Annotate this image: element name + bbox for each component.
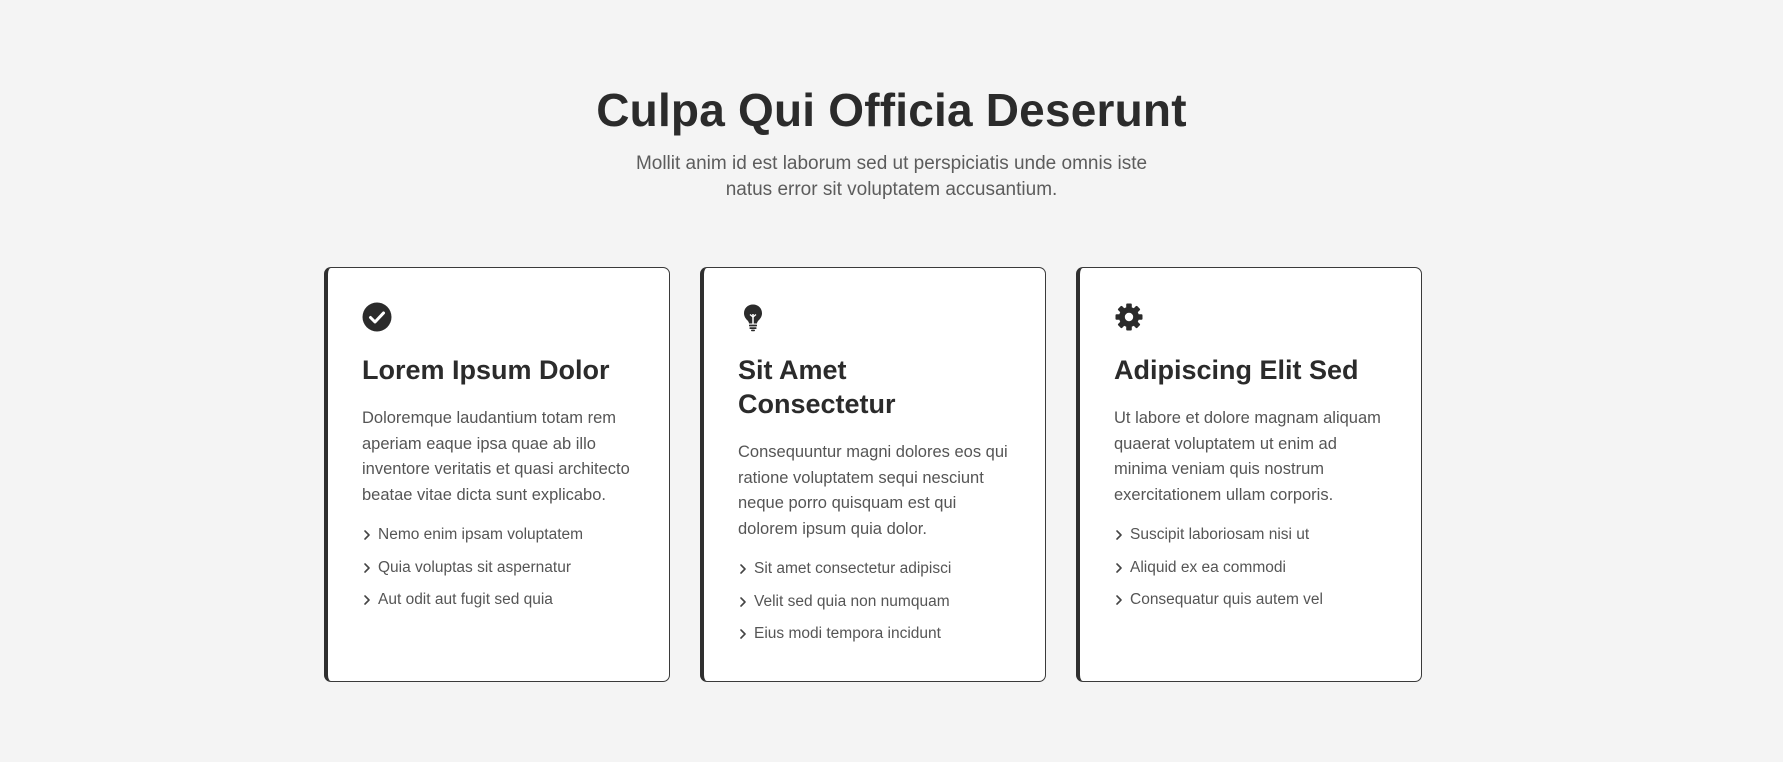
feature-cards <box>324 267 1422 682</box>
check-circle-icon <box>362 302 392 332</box>
chevron-right-icon <box>362 529 372 541</box>
list-item <box>1114 558 1385 578</box>
feature-card <box>1076 267 1422 682</box>
chevron-right-icon <box>362 562 372 574</box>
page-title: Culpa Qui Officia Deserunt <box>596 84 1187 136</box>
card-description: Ut labore et dolore magnam aliquam quaerat voluptatem ut enim ad minima veniam quis nostrum exercitationem ullam corporis. <box>1114 409 1381 504</box>
chevron-right-icon <box>1114 562 1124 574</box>
card-list <box>738 559 1009 644</box>
card-description: Consequuntur magni dolores eos qui ratione voluptatem sequi nesciunt neque porro quisquam est qui dolorem ipsum quia dolor. <box>738 443 1008 538</box>
list-item-label: Quia voluptas sit aspernatur <box>378 558 571 576</box>
chevron-right-icon <box>738 563 748 575</box>
card-title: Lorem Ipsum Dolor <box>362 355 610 385</box>
lightbulb-icon <box>738 302 768 332</box>
list-item-label: Eius modi tempora incidunt <box>754 625 941 642</box>
list-item-label: Suscipit laboriosam nisi ut <box>1130 526 1310 543</box>
card-description: Doloremque laudantium totam rem aperiam eaque ipsa quae ab illo inventore veritatis et quasi architecto beatae vitae dicta sunt explicabo. <box>362 409 630 504</box>
list-item-label: Consequatur quis autem vel <box>1130 591 1324 608</box>
list-item <box>738 559 1009 579</box>
list-item-label: Velit sed quia non numquam <box>754 592 950 610</box>
card-list <box>1114 525 1385 610</box>
feature-card <box>700 267 1046 682</box>
feature-card <box>324 267 670 682</box>
list-item <box>362 590 633 610</box>
hero-header <box>0 82 1783 203</box>
list-item-label: Aut odit aut fugit sed quia <box>378 591 553 608</box>
gear-icon <box>1114 302 1144 332</box>
card-title: Sit Amet Consectetur <box>738 355 896 419</box>
list-item-label: Aliquid ex ea commodi <box>1130 558 1286 576</box>
chevron-right-icon <box>738 628 748 640</box>
chevron-right-icon <box>1114 529 1124 541</box>
list-item <box>1114 590 1385 610</box>
list-item <box>362 558 633 578</box>
page-subtitle: Mollit anim id est laborum sed ut perspiciatis unde omnis iste natus error sit voluptatem accusantium. <box>635 153 1148 200</box>
list-item-label: Nemo enim ipsam voluptatem <box>378 526 584 543</box>
list-item <box>738 624 1009 644</box>
card-title: Adipiscing Elit Sed <box>1114 355 1359 385</box>
chevron-right-icon <box>362 594 372 606</box>
chevron-right-icon <box>1114 594 1124 606</box>
chevron-right-icon <box>738 596 748 608</box>
list-item <box>1114 525 1385 545</box>
card-list <box>362 525 633 610</box>
list-item <box>362 525 633 545</box>
list-item-label: Sit amet consectetur adipisci <box>754 560 952 577</box>
list-item <box>738 592 1009 612</box>
